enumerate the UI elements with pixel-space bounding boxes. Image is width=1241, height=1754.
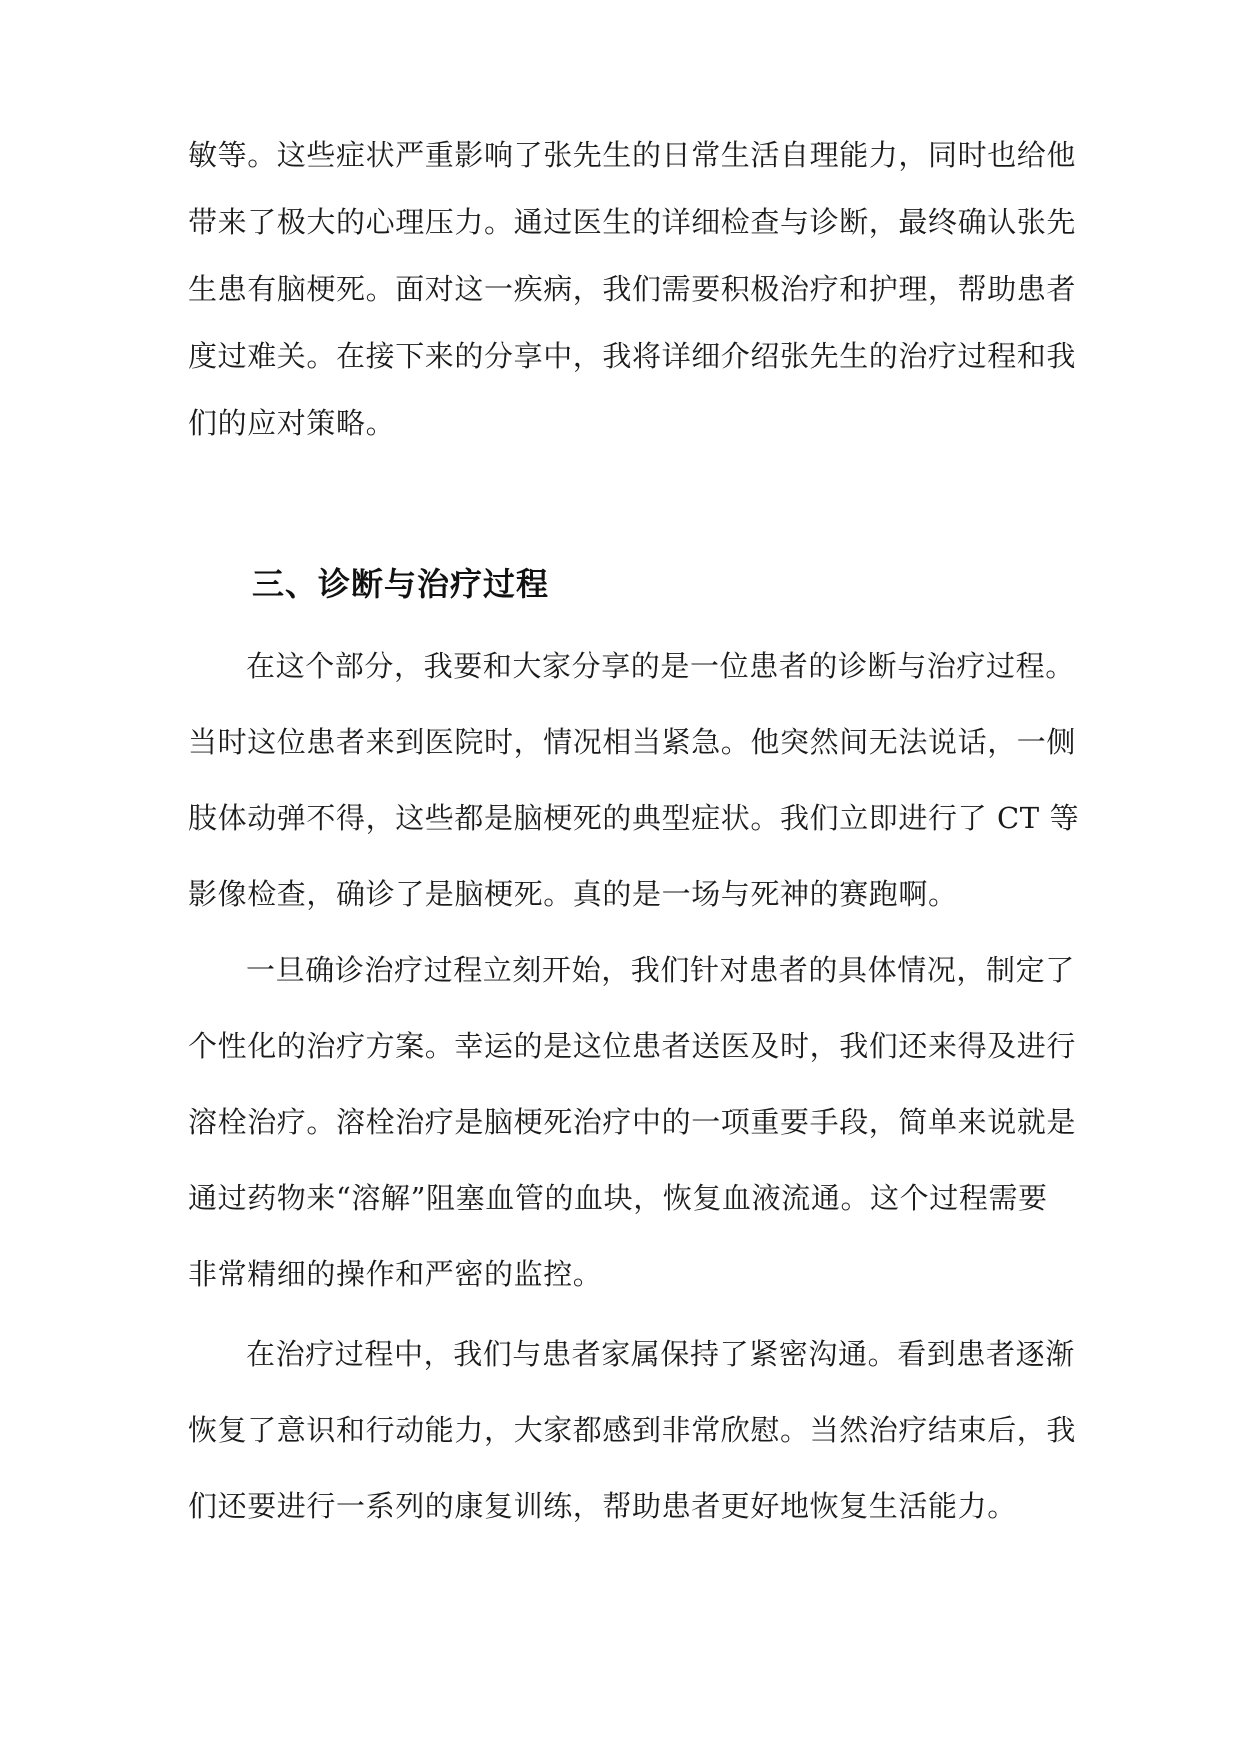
text-line: 在治疗过程中，我们与患者家属保持了紧密沟通。看到患者逐渐 [246, 1337, 1075, 1371]
text-line: 通过药物来“溶解”阻塞血管的血块，恢复血液流通。这个过程需要 [188, 1181, 1048, 1215]
text-line: 肢体动弹不得，这些都是脑梗死的典型症状。我们立即进行了 CT 等 [188, 801, 1080, 835]
text-line: 溶栓治疗。溶栓治疗是脑梗死治疗中的一项重要手段，简单来说就是 [188, 1105, 1077, 1139]
text-line: 非常精细的操作和严密的监控。 [188, 1257, 603, 1291]
text-line: 恢复了意识和行动能力，大家都感到非常欣慰。当然治疗结束后，我 [188, 1413, 1077, 1447]
text-line: 一旦确诊治疗过程立刻开始，我们针对患者的具体情况，制定了 [246, 953, 1075, 987]
text-line: 们的应对策略。 [188, 406, 396, 440]
text-line: 度过难关。在接下来的分享中，我将详细介绍张先生的治疗过程和我 [188, 339, 1077, 373]
text-line: 们还要进行一系列的康复训练，帮助患者更好地恢复生活能力。 [188, 1489, 1017, 1523]
text-line: 敏等。这些症状严重影响了张先生的日常生活自理能力，同时也给他 [188, 138, 1077, 172]
text-line: 带来了极大的心理压力。通过医生的详细检查与诊断，最终确认张先 [188, 205, 1077, 239]
text-line: 个性化的治疗方案。幸运的是这位患者送医及时，我们还来得及进行 [188, 1029, 1077, 1063]
text-line: 当时这位患者来到医院时，情况相当紧急。他突然间无法说话，一侧 [188, 725, 1077, 759]
text-line: 影像检查，确诊了是脑梗死。真的是一场与死神的赛跑啊。 [188, 877, 958, 911]
section-heading: 三、诊断与治疗过程 [252, 565, 550, 603]
text-line: 在这个部分，我要和大家分享的是一位患者的诊断与治疗过程。 [246, 649, 1075, 683]
text-line: 生患有脑梗死。面对这一疾病，我们需要积极治疗和护理，帮助患者 [188, 272, 1077, 306]
